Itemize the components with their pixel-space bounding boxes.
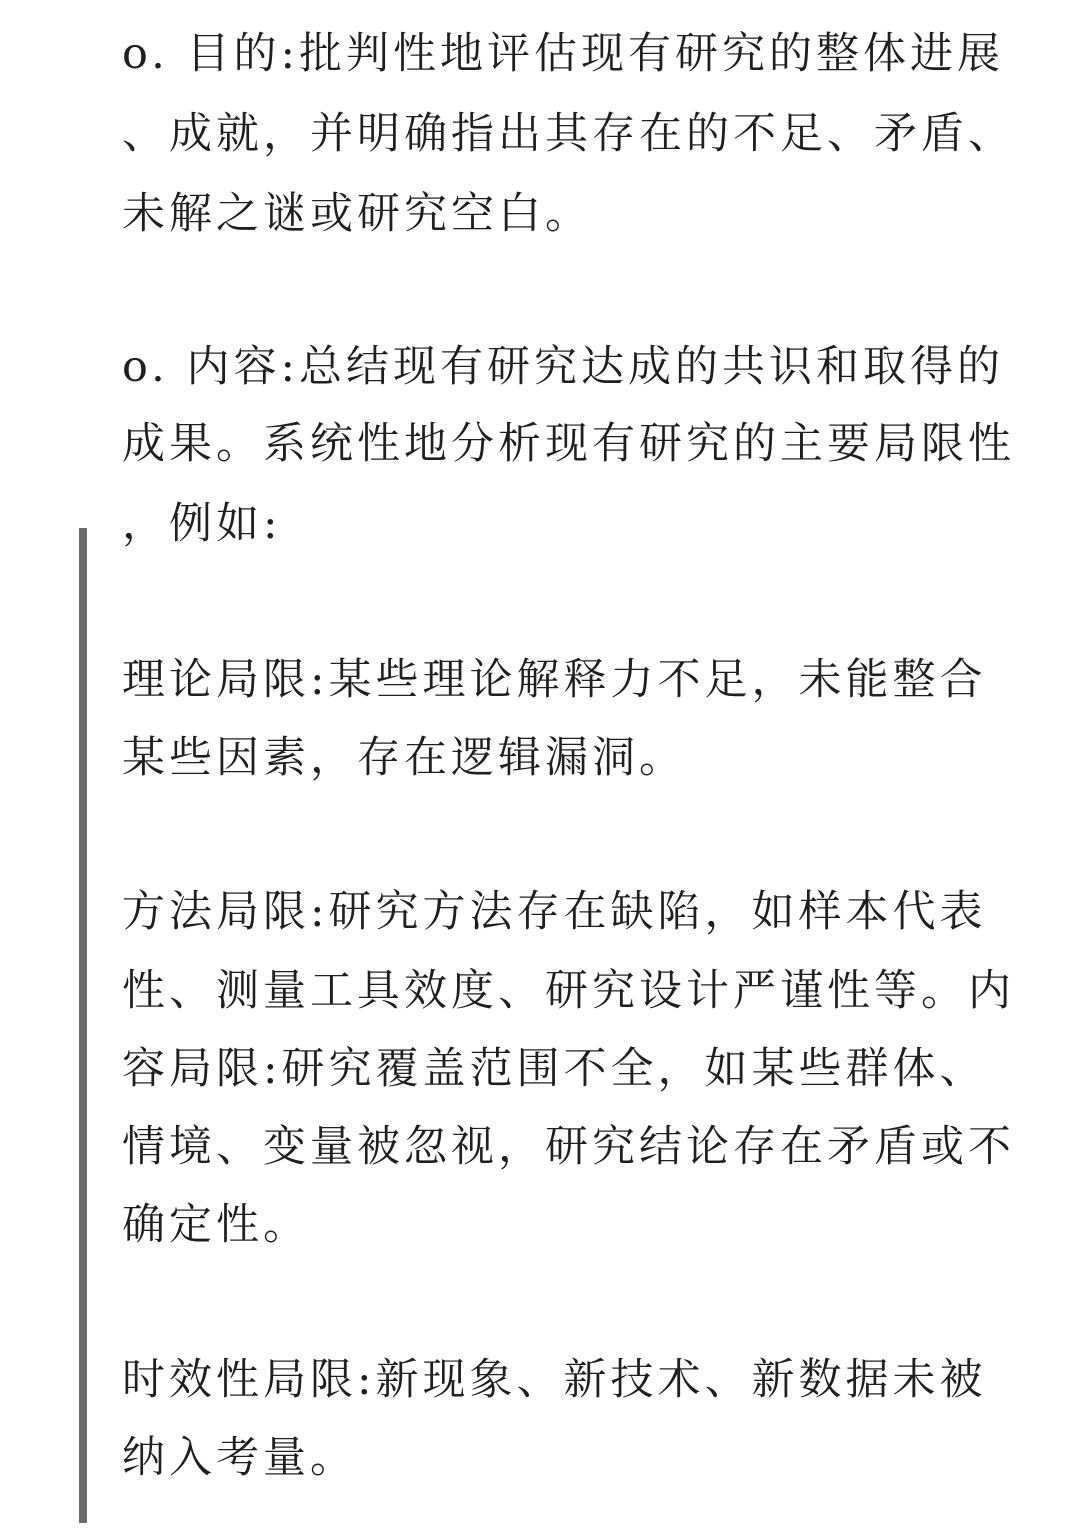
content-line-3: ，例如: [122,499,282,549]
timeliness-limit-line-1: 时效性局限:新现象、新技术、新数据未被 [122,1355,987,1405]
purpose-line-3: 未解之谜或研究空白。 [122,189,592,239]
theory-limit-line-1: 理论局限:某些理论解释力不足，未能整合 [122,655,987,705]
method-limit-line-1: 方法局限:研究方法存在缺陷，如样本代表 [122,887,987,937]
method-limit-line-5: 确定性。 [122,1200,310,1250]
method-limit-line-4: 情境、变量被忽视，研究结论存在矛盾或不 [122,1122,1015,1172]
content-line-1: o. 内容:总结现有研究达成的共识和取得的 [122,342,1004,392]
method-limit-line-2: 性、测量工具效度、研究设计严谨性等。内 [122,966,1015,1016]
content-line-2: 成果。系统性地分析现有研究的主要局限性 [122,419,1015,469]
timeliness-limit-line-2: 纳入考量。 [122,1433,357,1483]
purpose-line-2: 、成就，并明确指出其存在的不足、矛盾、 [122,109,1015,159]
blockquote-bar [79,528,87,1523]
method-limit-line-3: 容局限:研究覆盖范围不全，如某些群体、 [122,1044,987,1094]
purpose-line-1: o. 目的:批判性地评估现有研究的整体进展 [122,29,1004,79]
theory-limit-line-2: 某些因素，存在逻辑漏洞。 [122,733,686,783]
